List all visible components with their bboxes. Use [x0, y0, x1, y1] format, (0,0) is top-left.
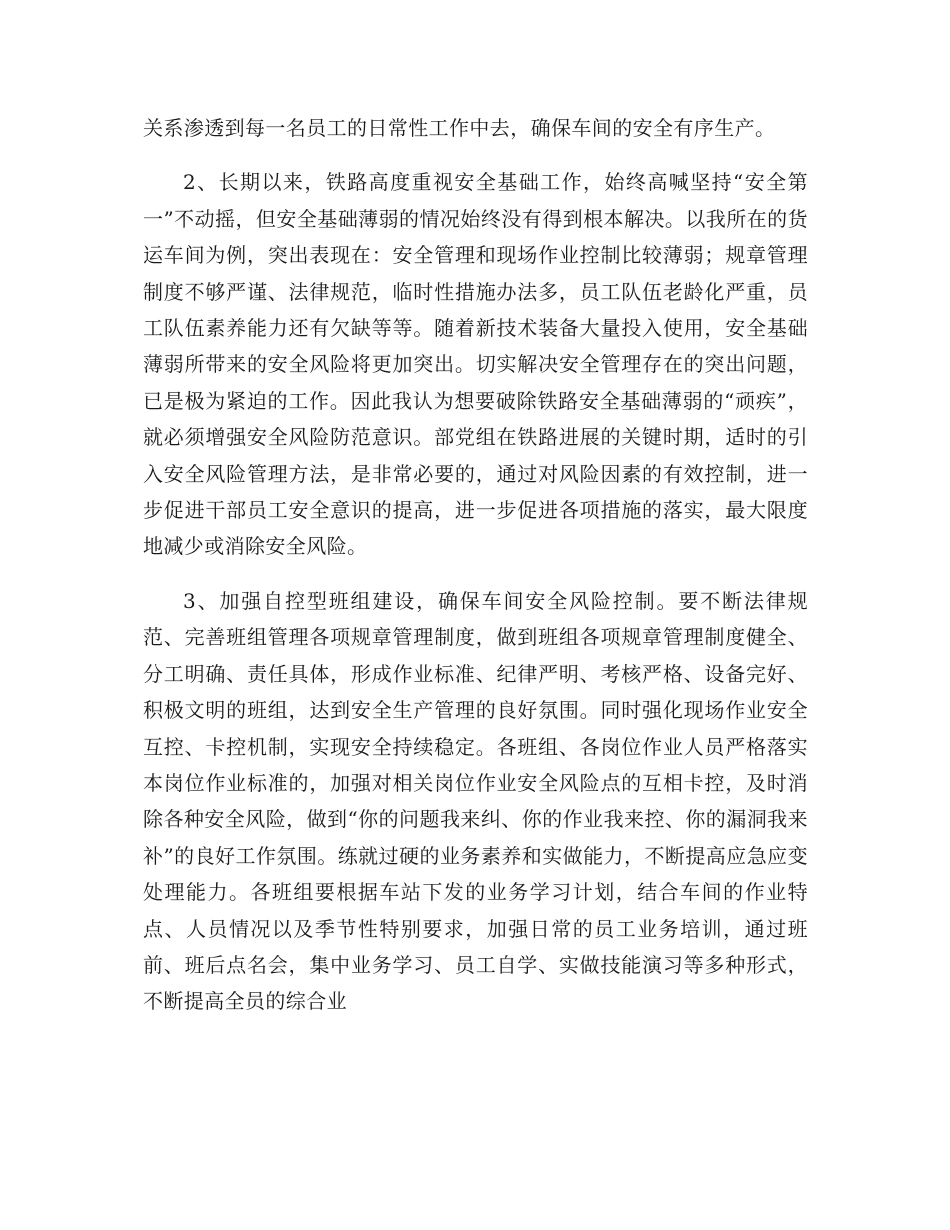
- paragraph-1: 关系渗透到每一名员工的日常性工作中去，确保车间的安全有序生产。: [143, 116, 776, 140]
- document-body: [143, 110, 808, 1020]
- paragraph-3: 3、加强自控型班组建设，确保车间安全风险控制。要不断法律规范、完善班组管理各项规章管理制度，做到班组各项规章管理制度健全、分工明确、责任具体，形成作业标准、纪律严明、考核严格、设备完好、积极文明的班组，达到安全生产管理的良好氛围。同时强化现场作业安全互控、卡控机制，实现安全持续稳定。各班组、各岗位作业人员严格落实本岗位作业标准的，加强对相关岗位作业安全风险点的互相卡控，及时消除各种安全风险，做到“你的问题我来纠、你的作业我来控、你的漏洞我来补”的良好工作氛围。练就过硬的业务素养和实做能力，不断提高应急应变处理能力。各班组要根据车站下发的业务学习计划，结合车间的作业特点、人员情况以及季节性特别要求，加强日常的员工业务培训，通过班前、班后点名会，集中业务学习、员工自学、实做技能演习等多种形式，不断提高全员的综合业: [143, 588, 808, 1014]
- paragraph-2: 2、长期以来，铁路高度重视安全基础工作，始终高喊坚持“安全第一”不动摇，但安全基础薄弱的情况始终没有得到根本解决。以我所在的货运车间为例，突出表现在：安全管理和现场作业控制比较薄弱；规章管理制度不够严谨、法律规范，临时性措施办法多，员工队伍老龄化严重，员工队伍素养能力还有欠缺等等。随着新技术装备大量投入使用，安全基础薄弱所带来的安全风险将更加突出。切实解决安全管理存在的突出问题，已是极为紧迫的工作。因此我认为想要破除铁路安全基础薄弱的“顽疾”，就必须增强安全风险防范意识。部党组在铁路进展的关键时期，适时的引入安全风险管理方法，是非常必要的，通过对风险因素的有效控制，进一步促进干部员工安全意识的提高，进一步促进各项措施的落实，最大限度地减少或消除安全风险。: [143, 170, 808, 559]
